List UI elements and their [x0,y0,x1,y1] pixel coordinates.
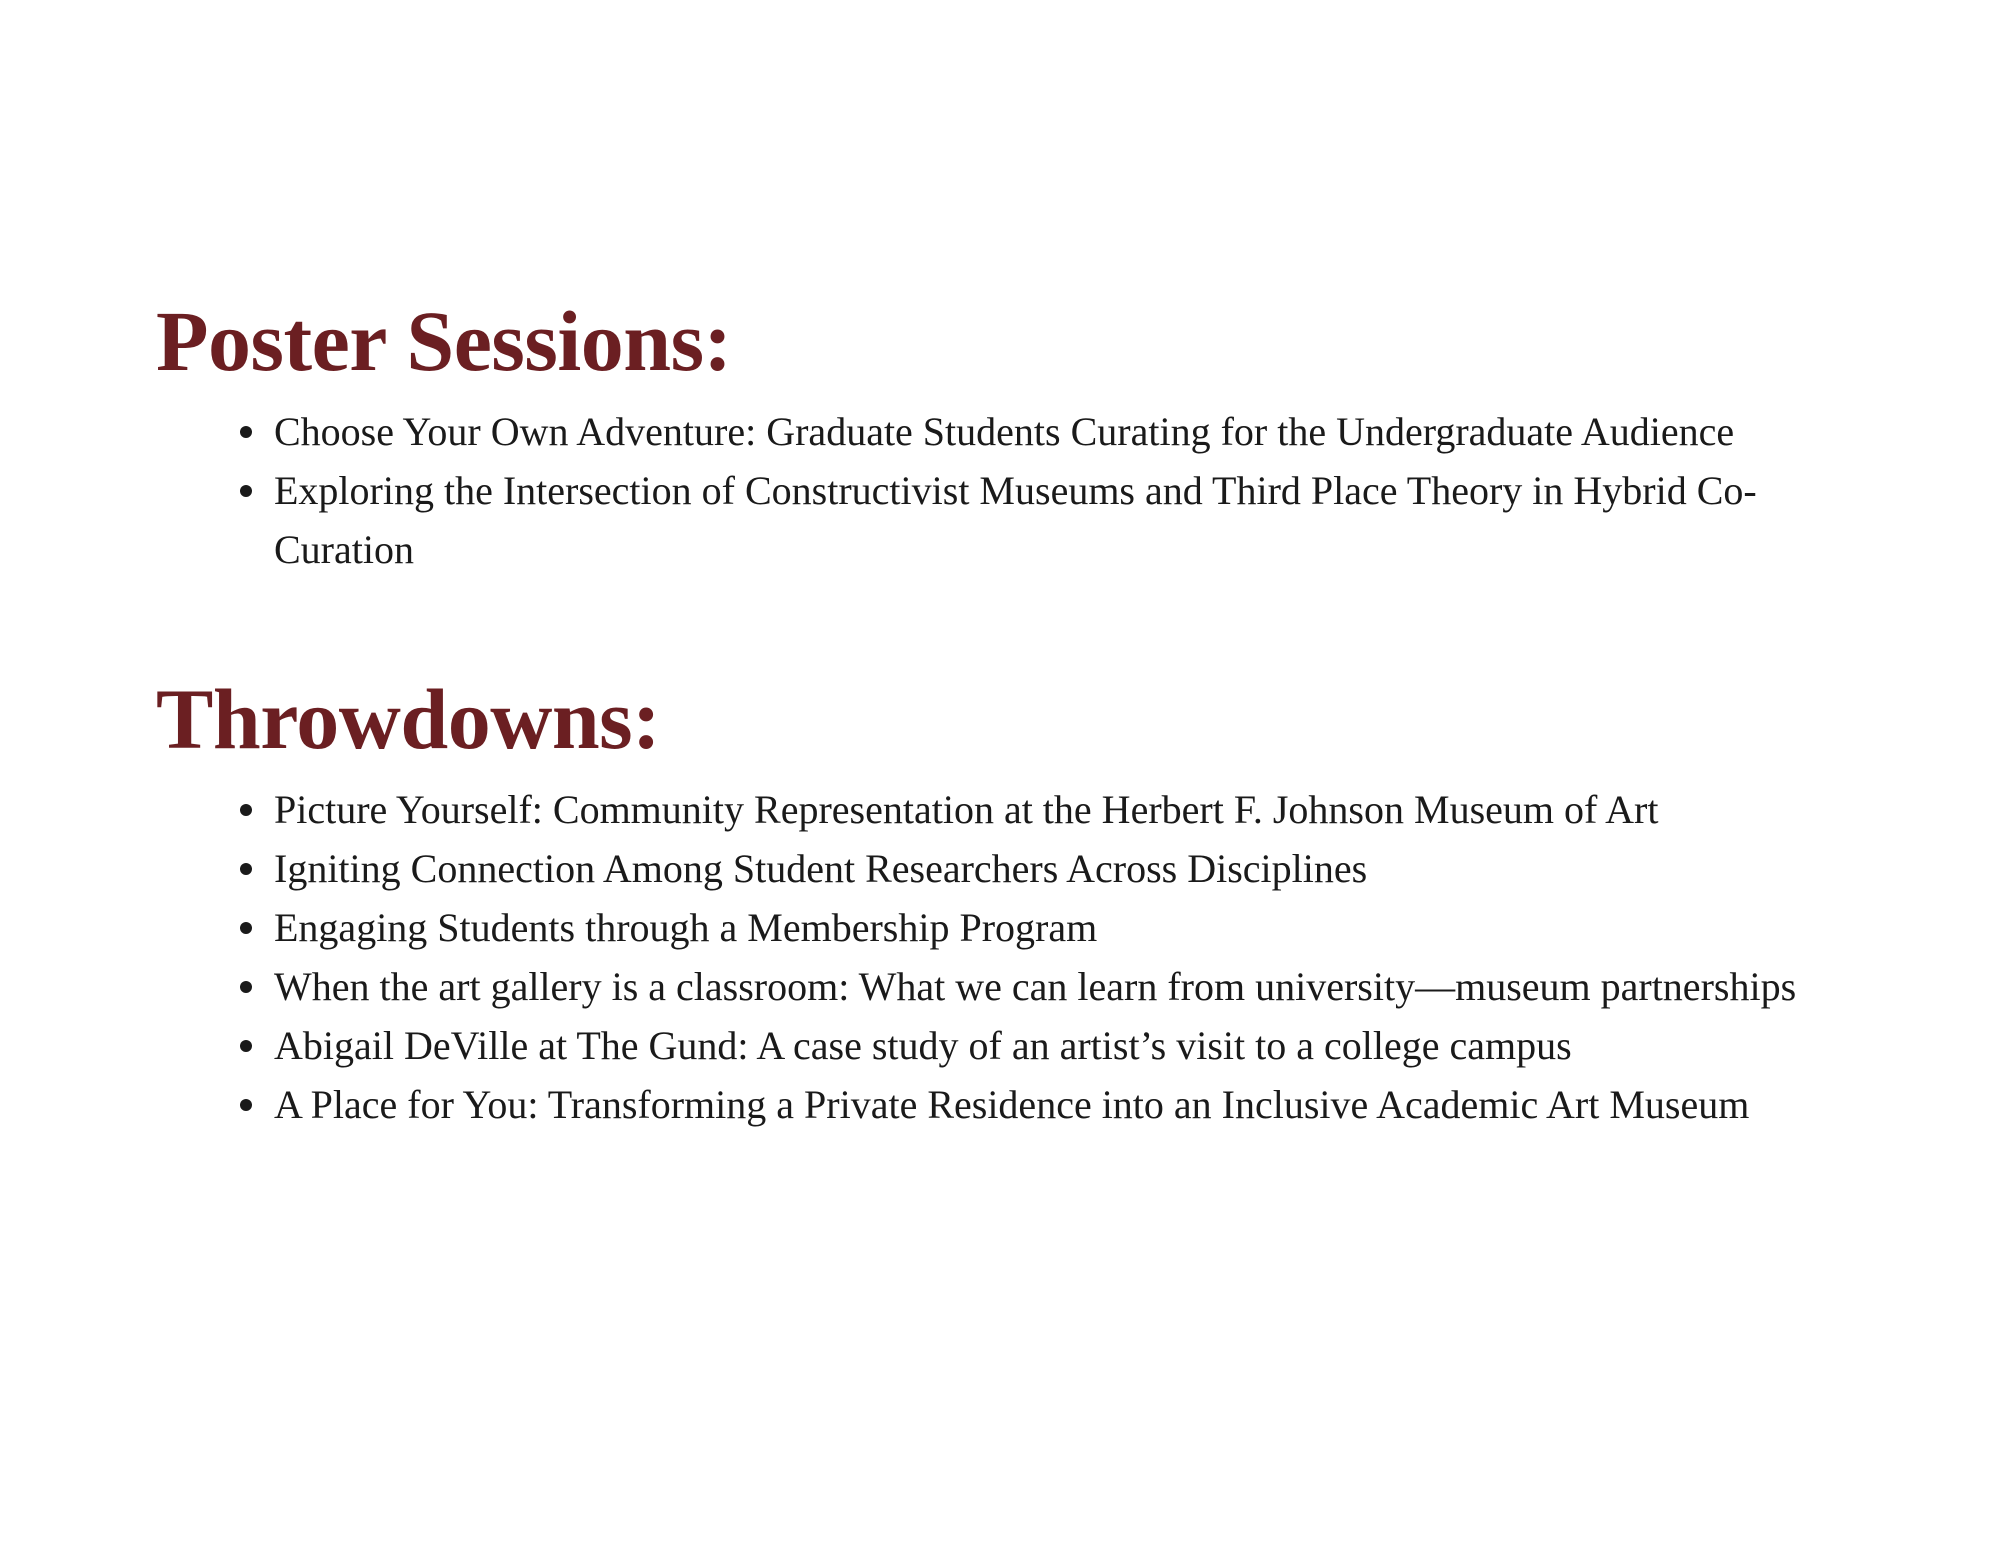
poster-sessions-heading: Poster Sessions: [156,293,732,389]
list-item [274,1016,1876,1075]
throwdowns-heading: Throwdowns: [156,671,661,767]
throwdowns-section [156,671,1876,1134]
bullet-icon [240,1099,252,1111]
list-item-text: Igniting Connection Among Student Researchers Across Disciplines [274,846,1368,891]
list-item-text: Abigail DeVille at The Gund: A case study of an artist’s visit to a college campus [274,1023,1572,1068]
bullet-icon [240,426,252,438]
bullet-icon [240,1040,252,1052]
bullet-icon [240,863,252,875]
list-item [274,402,1876,461]
poster-sessions-section [156,293,1876,579]
poster-sessions-list [156,402,1876,579]
list-item-text: Picture Yourself: Community Representation at the Herbert F. Johnson Museum of Art [274,787,1659,832]
list-item-text: Choose Your Own Adventure: Graduate Students Curating for the Undergraduate Audience [274,409,1735,454]
list-item [274,1075,1876,1134]
list-item [274,898,1876,957]
list-item [274,780,1876,839]
list-item [274,461,1876,579]
list-item-text: Exploring the Intersection of Constructivist Museums and Third Place Theory in Hybrid Co-Curation [274,468,1757,572]
list-item [274,839,1876,898]
throwdowns-list [156,780,1876,1134]
list-item-text: Engaging Students through a Membership Program [274,905,1098,950]
list-item [274,957,1876,1016]
bullet-icon [240,804,252,816]
bullet-icon [240,922,252,934]
list-item-text: A Place for You: Transforming a Private Residence into an Inclusive Academic Art Museum [274,1082,1750,1127]
list-item-text: When the art gallery is a classroom: What we can learn from university—museum partnerships [274,964,1797,1009]
bullet-icon [240,485,252,497]
bullet-icon [240,981,252,993]
